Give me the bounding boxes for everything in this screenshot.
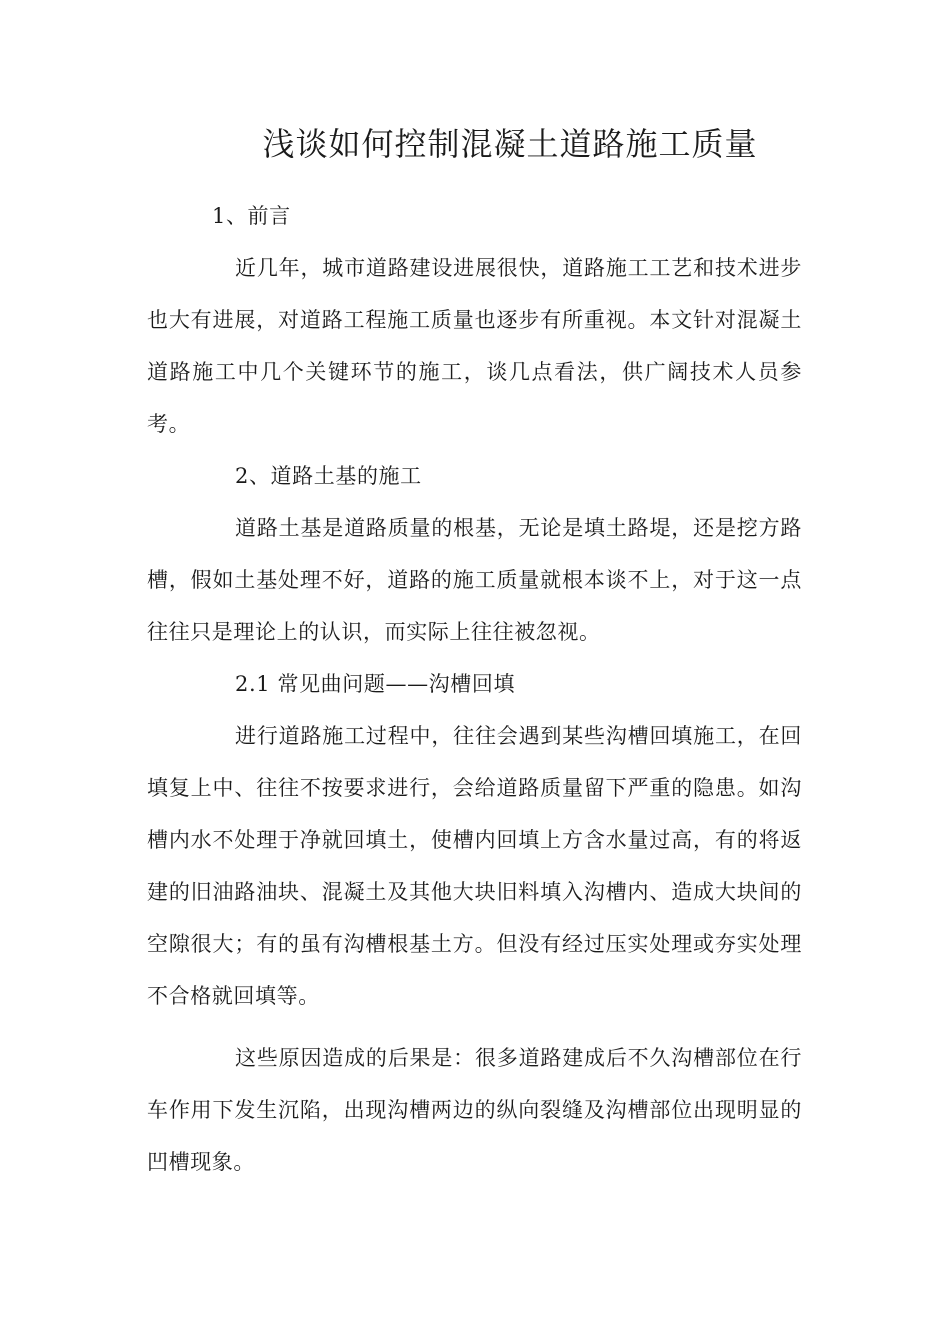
document-body [147,190,802,1188]
document-title: 浅谈如何控制混凝土道路施工质量 [262,125,758,163]
paragraph-intro: 近几年，城市道路建设进展很快，道路施工工艺和技术进步也大有进展，对道路工程施工质量也逐步有所重视。本文针对混凝土道路施工中几个关键环节的施工，谈几点看法，供广阔技术人员参考。 [147,256,802,436]
section-heading-intro: 1、前言 [212,204,291,228]
paragraph-trench-backfill: 进行道路施工过程中，往往会遇到某些沟槽回填施工，在回填复上中、往往不按要求进行，会给道路质量留下严重的隐患。如沟槽内水不处理于净就回填土，使槽内回填上方含水量过高，有的将返建的旧油路油块、混凝土及其他大块旧料填入沟槽内、造成大块间的空隙很大；有的虽有沟槽根基土方。但没有经过压实处理或夯实处理不合格就回填等。 [147,724,802,1008]
section-heading-trench-backfill: 2.1 常见曲问题——沟槽回填 [235,672,516,696]
section-heading-subgrade: 2、道路土基的施工 [235,464,422,488]
paragraph-consequences: 这些原因造成的后果是：很多道路建成后不久沟槽部位在行车作用下发生沉陷，出现沟槽两边的纵向裂缝及沟槽部位出现明显的凹槽现象。 [147,1046,802,1174]
paragraph-subgrade: 道路土基是道路质量的根基，无论是填土路堤，还是挖方路槽，假如土基处理不好，道路的施工质量就根本谈不上，对于这一点往往只是理论上的认识，而实际上往往被忽视。 [147,516,802,644]
